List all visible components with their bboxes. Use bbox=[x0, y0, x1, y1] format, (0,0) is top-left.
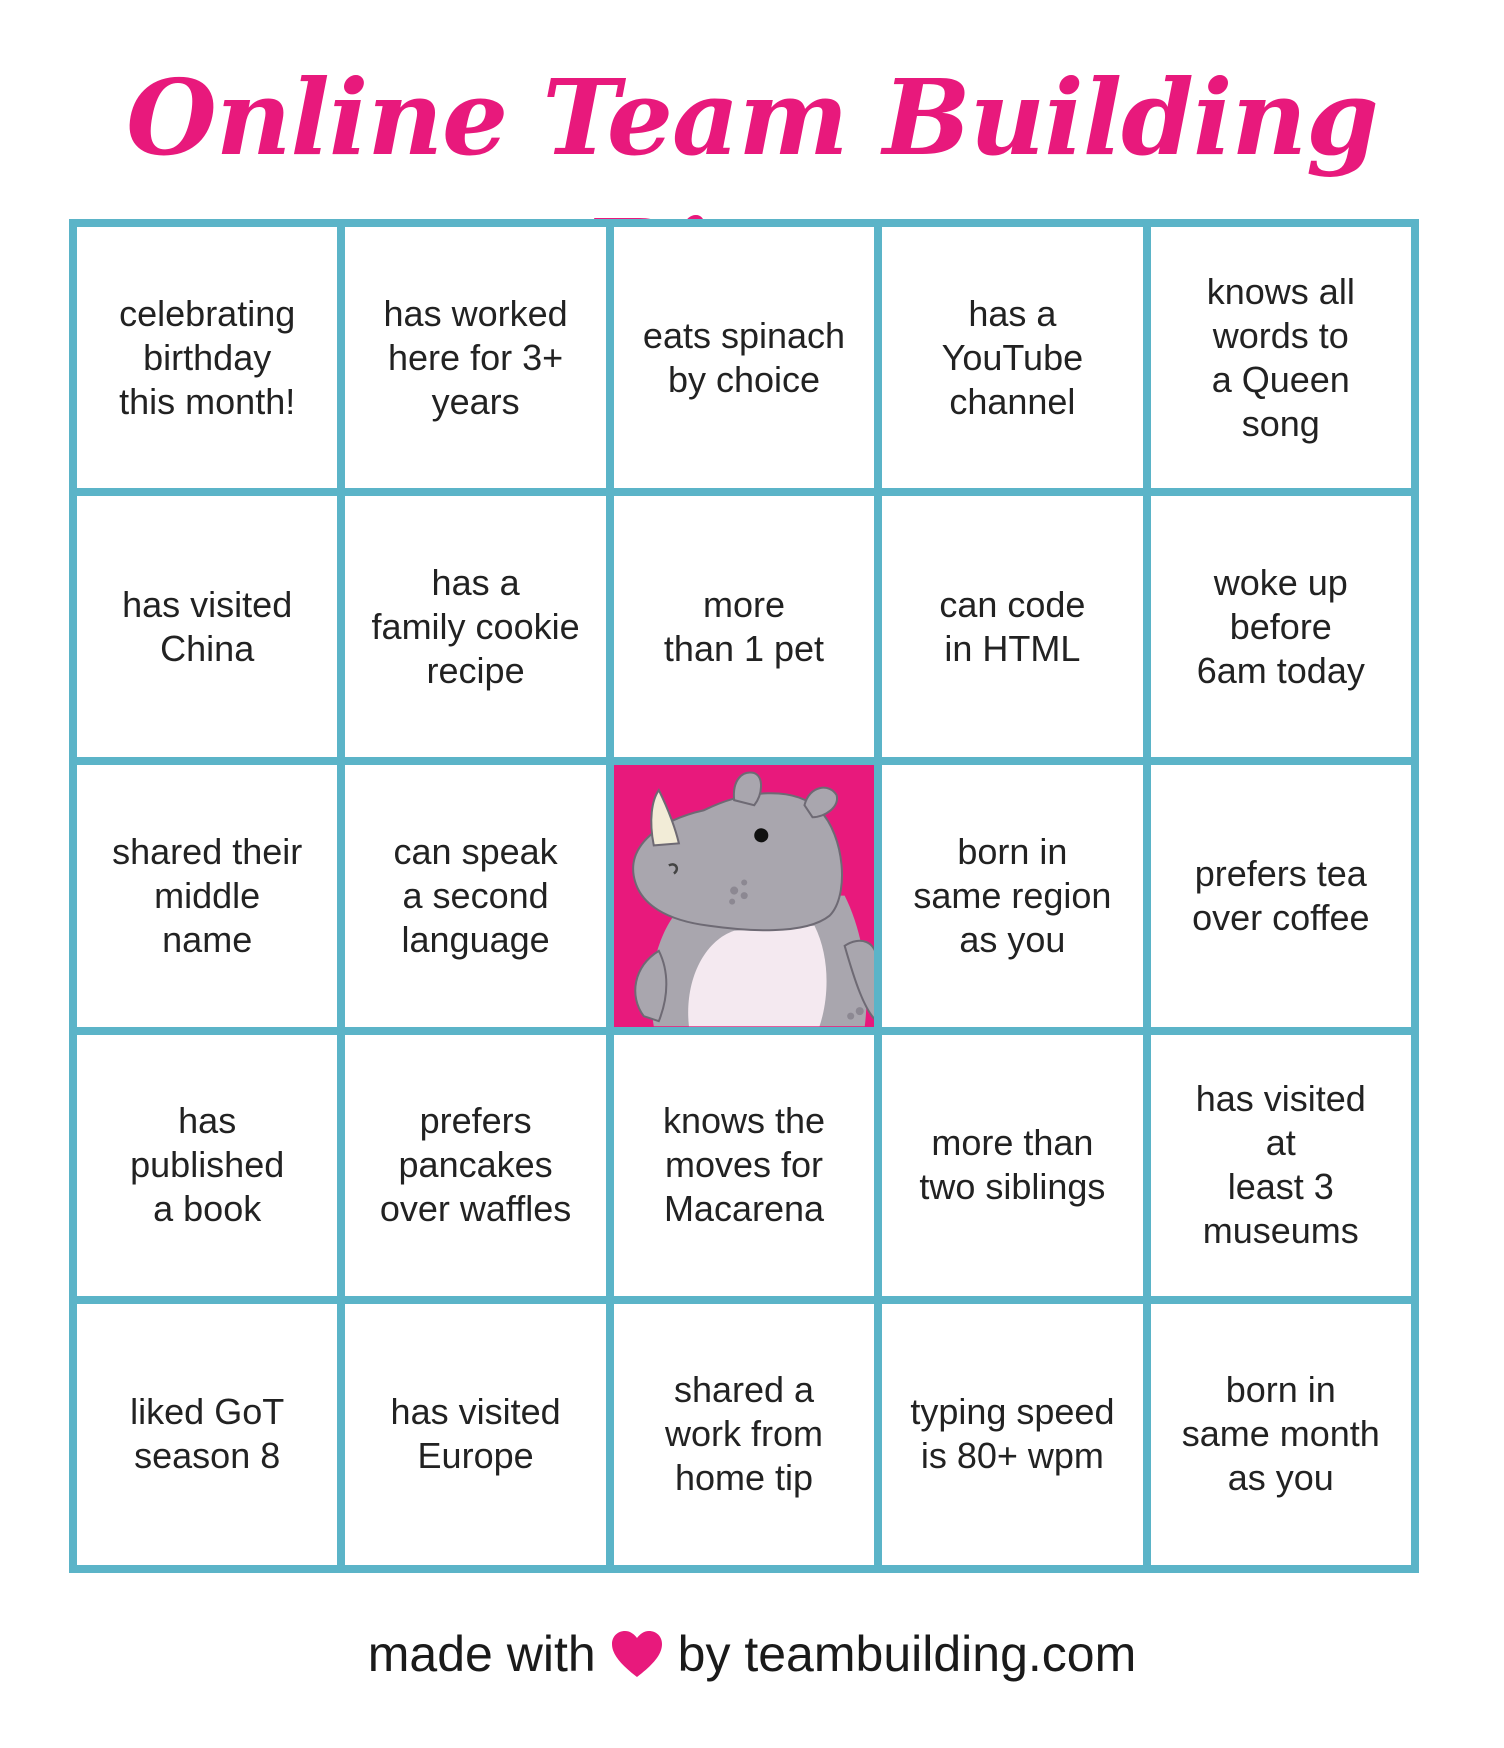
bingo-cell[interactable]: has visited at least 3 museums bbox=[1151, 1035, 1411, 1296]
bingo-cell[interactable]: has a family cookie recipe bbox=[345, 496, 605, 757]
page-title: Online Team Building bbox=[126, 56, 1378, 179]
footer-credit bbox=[0, 1612, 1504, 1696]
bingo-cell[interactable]: prefers tea over coffee bbox=[1151, 765, 1411, 1026]
bingo-cell[interactable]: celebrating birthday this month! bbox=[77, 227, 337, 488]
bingo-cell[interactable]: typing speed is 80+ wpm bbox=[882, 1304, 1142, 1565]
bingo-cell[interactable]: has visited Europe bbox=[345, 1304, 605, 1565]
bingo-cell[interactable]: can code in HTML bbox=[882, 496, 1142, 757]
bingo-cell[interactable]: knows the moves for Macarena bbox=[614, 1035, 874, 1296]
bingo-cell[interactable]: liked GoT season 8 bbox=[77, 1304, 337, 1565]
bingo-cell[interactable]: shared a work from home tip bbox=[614, 1304, 874, 1565]
footer-link[interactable]: by teambuilding.com bbox=[677, 1626, 1137, 1682]
bingo-cell[interactable]: more than two siblings bbox=[882, 1035, 1142, 1296]
heart-icon bbox=[610, 1629, 664, 1679]
bingo-cell[interactable]: born in same region as you bbox=[882, 765, 1142, 1026]
bingo-cell[interactable]: knows all words to a Queen song bbox=[1151, 227, 1411, 488]
bingo-cell[interactable]: can speak a second language bbox=[345, 765, 605, 1026]
bingo-cell[interactable]: born in same month as you bbox=[1151, 1304, 1411, 1565]
footer-prefix: made with bbox=[367, 1626, 596, 1682]
bingo-cell[interactable]: prefers pancakes over waffles bbox=[345, 1035, 605, 1296]
free-space-cell[interactable] bbox=[614, 765, 874, 1026]
bingo-board bbox=[69, 219, 1419, 1573]
bingo-cell[interactable]: woke up before 6am today bbox=[1151, 496, 1411, 757]
bingo-cell[interactable]: has visited China bbox=[77, 496, 337, 757]
bingo-cell[interactable]: shared their middle name bbox=[77, 765, 337, 1026]
bingo-cell[interactable]: has worked here for 3+ years bbox=[345, 227, 605, 488]
bingo-cell[interactable]: has published a book bbox=[77, 1035, 337, 1296]
bingo-cell[interactable]: eats spinach by choice bbox=[614, 227, 874, 488]
rhino-mascot-icon bbox=[614, 765, 874, 1026]
bingo-cell[interactable]: more than 1 pet bbox=[614, 496, 874, 757]
bingo-cell[interactable]: has a YouTube channel bbox=[882, 227, 1142, 488]
